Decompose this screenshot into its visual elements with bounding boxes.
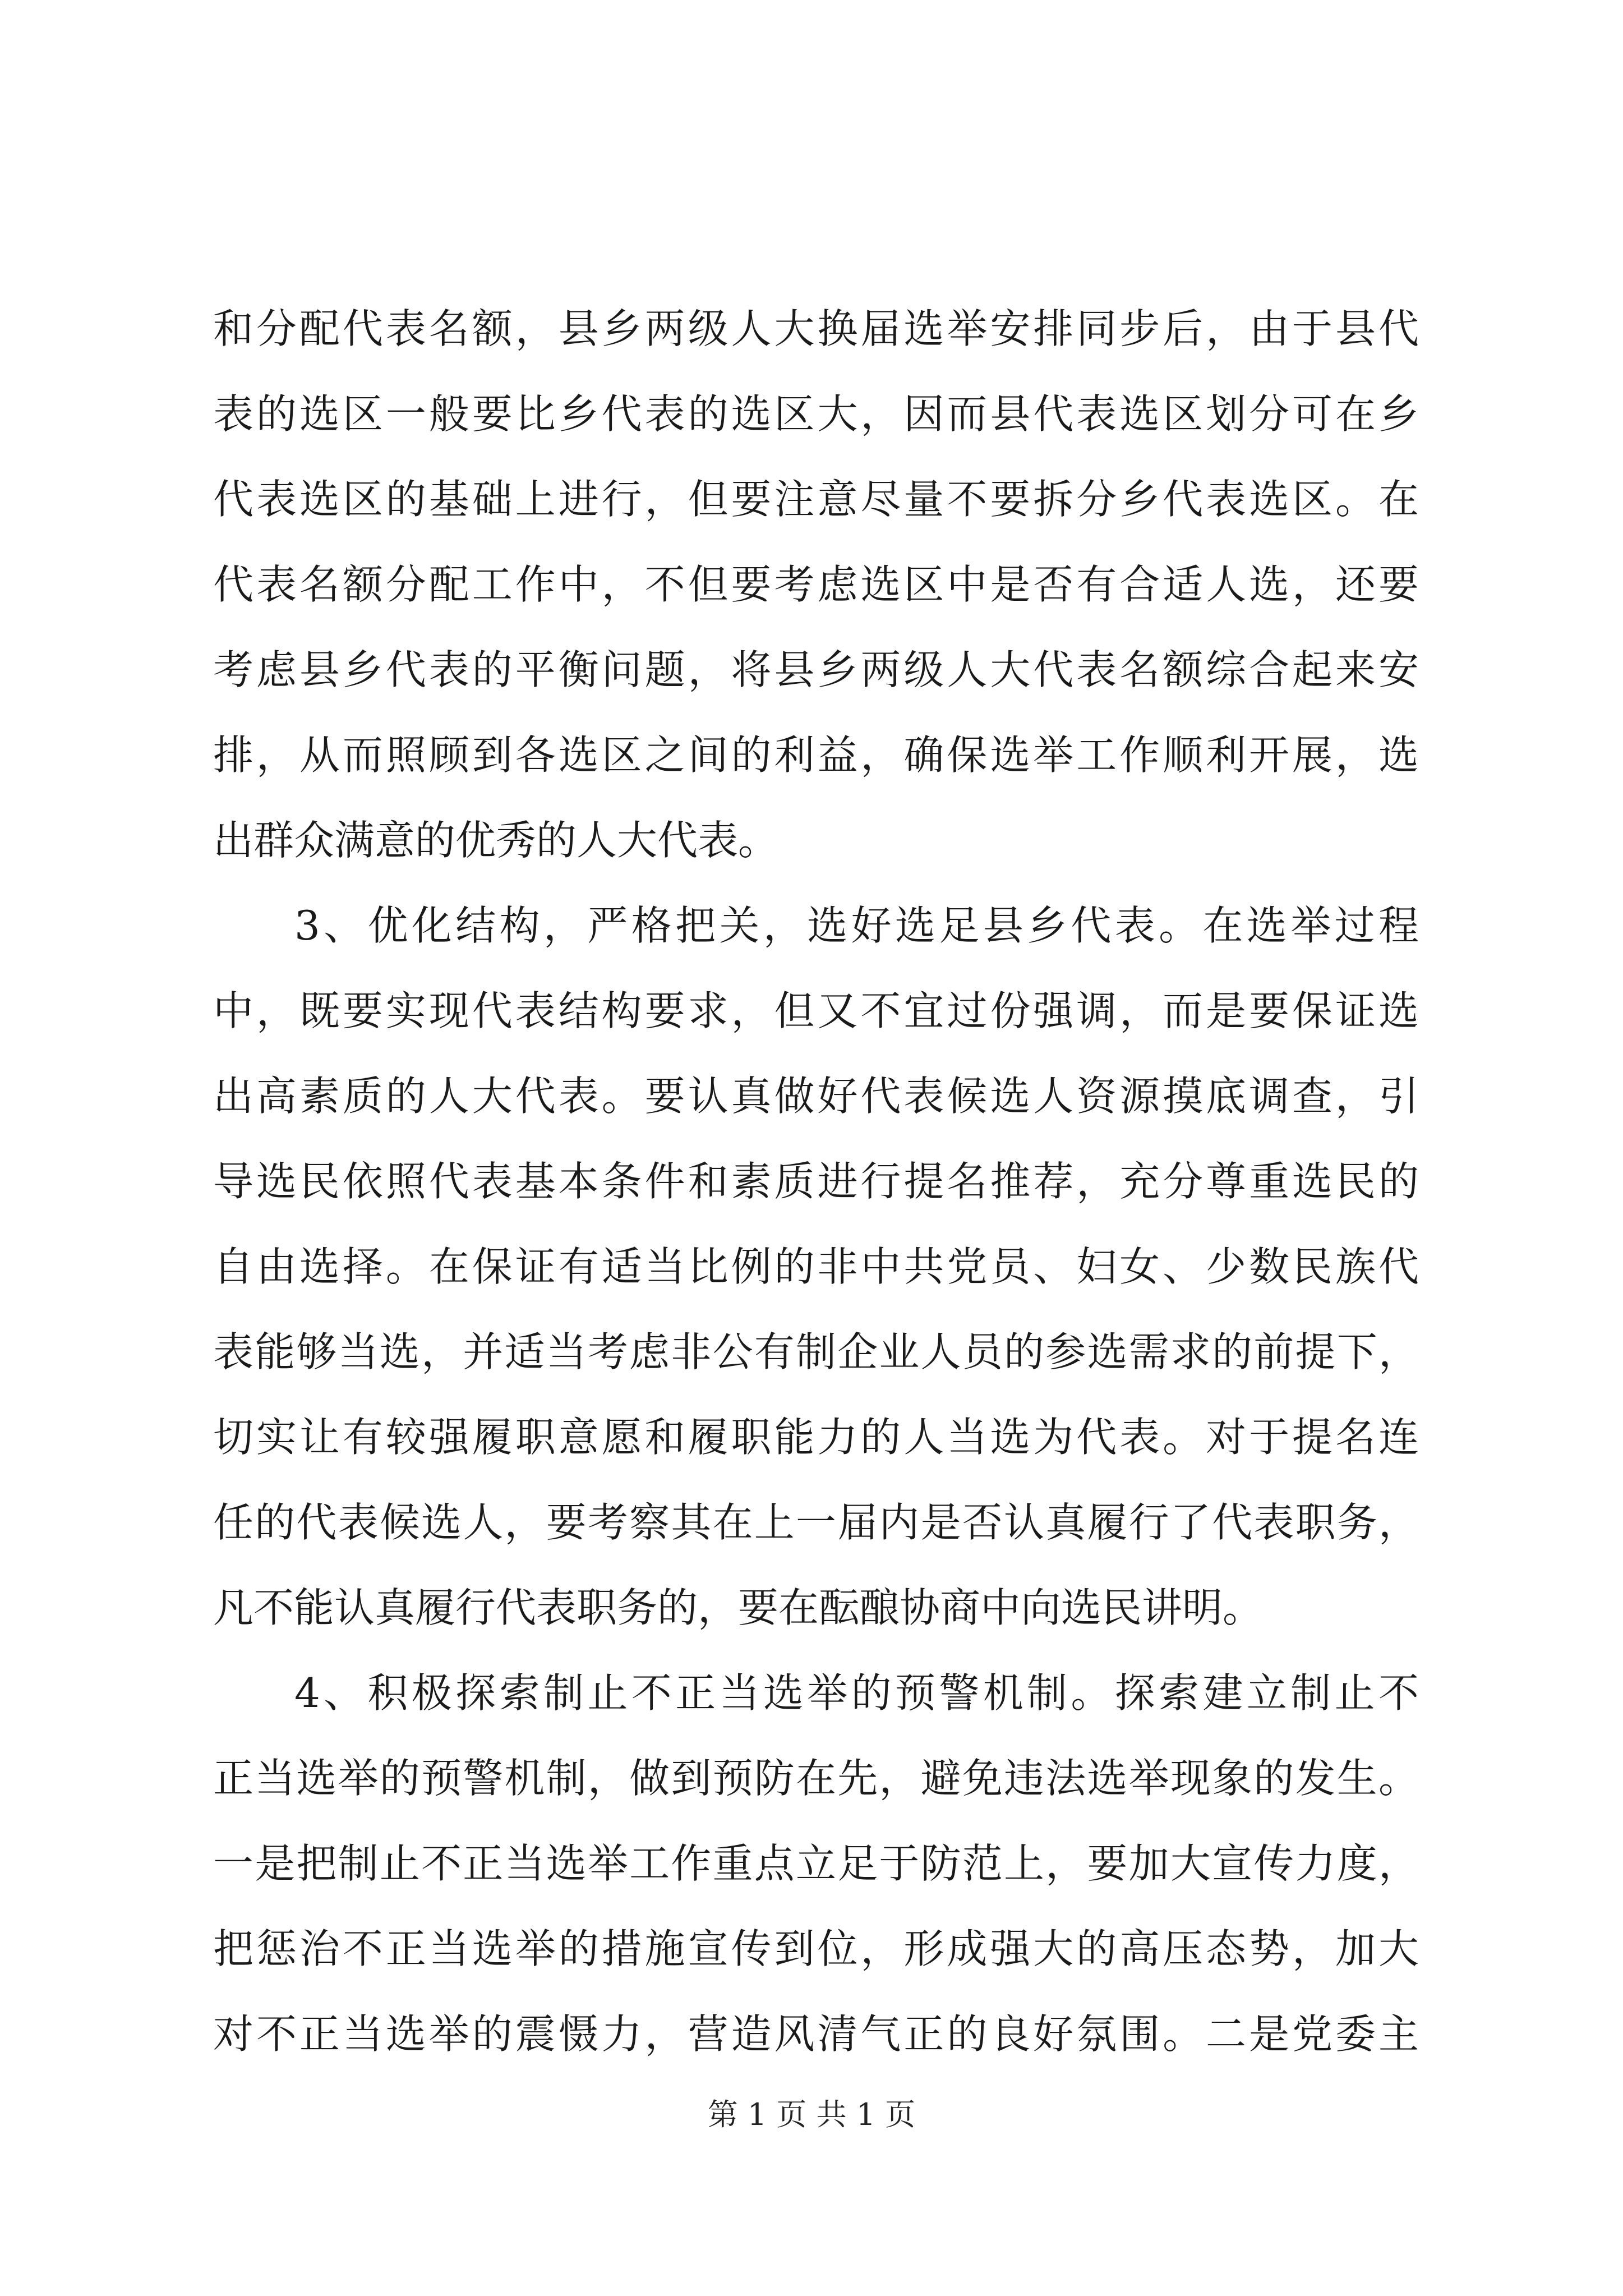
text-line: 自由选择。在保证有适当比例的非中共党员、妇女、少数民族代 <box>213 1243 1419 1290</box>
page-footer: 第 1 页 共 1 页 <box>707 2097 916 2132</box>
text-line: 出群众满意的优秀的人大代表。 <box>213 817 779 864</box>
text-line: 和分配代表名额，县乡两级人大换届选举安排同步后，由于县代 <box>213 305 1419 352</box>
paragraph-start-line: 3、优化结构，严格把关，选好选足县乡代表。在选举过程 <box>294 902 1419 949</box>
text-line: 一是把制止不正当选举工作重点立足于防范上，要加大宣传力度， <box>213 1840 1419 1887</box>
text-line: 表的选区一般要比乡代表的选区大，因而县代表选区划分可在乡 <box>213 390 1419 438</box>
text-line: 考虑县乡代表的平衡问题，将县乡两级人大代表名额综合起来安 <box>213 646 1419 693</box>
text-line: 对不正当选举的震慑力，营造风清气正的良好氛围。二是党委主 <box>213 2010 1419 2058</box>
text-line: 凡不能认真履行代表职务的，要在酝酿协商中向选民讲明。 <box>213 1584 1264 1631</box>
text-line: 排，从而照顾到各选区之间的利益，确保选举工作顺利开展，选 <box>213 731 1419 779</box>
text-line: 代表选区的基础上进行，但要注意尽量不要拆分乡代表选区。在 <box>213 476 1419 523</box>
paragraph-start-line: 4、积极探索制止不正当选举的预警机制。探索建立制止不 <box>294 1669 1419 1717</box>
text-line: 代表名额分配工作中，不但要考虑选区中是否有合适人选，还要 <box>213 561 1419 608</box>
text-line: 正当选举的预警机制，做到预防在先，避免违法选举现象的发生。 <box>213 1755 1419 1802</box>
text-line: 切实让有较强履职意愿和履职能力的人当选为代表。对于提名连 <box>213 1414 1419 1461</box>
text-line: 出高素质的人大代表。要认真做好代表候选人资源摸底调查，引 <box>213 1073 1419 1120</box>
text-line: 表能够当选，并适当考虑非公有制企业人员的参选需求的前提下， <box>213 1328 1419 1375</box>
text-line: 导选民依照代表基本条件和素质进行提名推荐，充分尊重选民的 <box>213 1158 1419 1205</box>
text-line: 中，既要实现代表结构要求，但又不宜过份强调，而是要保证选 <box>213 987 1419 1034</box>
text-line: 任的代表候选人，要考察其在上一届内是否认真履行了代表职务， <box>213 1499 1419 1546</box>
text-line: 把惩治不正当选举的措施宣传到位，形成强大的高压态势，加大 <box>213 1925 1419 1972</box>
